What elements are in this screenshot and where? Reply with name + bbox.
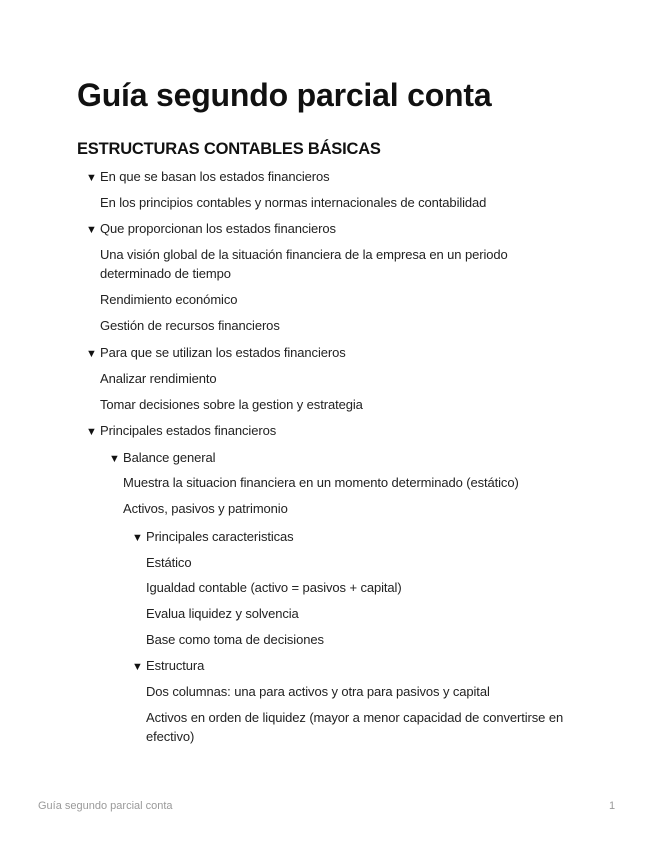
list-item: Analizar rendimiento: [100, 371, 217, 386]
section-heading: ESTRUCTURAS CONTABLES BÁSICAS: [77, 140, 381, 158]
triangle-down-icon[interactable]: ▼: [132, 532, 143, 544]
list-item: Muestra la situacion financiera en un momento determinado (estático): [123, 475, 519, 490]
toggle-label: Balance general: [123, 450, 216, 465]
triangle-down-icon[interactable]: ▼: [86, 426, 97, 438]
toggle-principales-estados[interactable]: [86, 421, 276, 442]
list-item: Dos columnas: una para activos y otra para pasivos y capital: [146, 684, 490, 699]
triangle-down-icon[interactable]: ▼: [86, 224, 97, 236]
triangle-down-icon[interactable]: ▼: [86, 172, 97, 184]
list-item: Rendimiento económico: [100, 292, 238, 307]
toggle-que-proporcionan[interactable]: [86, 219, 336, 240]
list-item: Activos, pasivos y patrimonio: [123, 501, 288, 516]
footer-title: Guía segundo parcial conta: [38, 800, 173, 812]
toggle-label: Estructura: [146, 658, 205, 673]
list-item: Tomar decisiones sobre la gestion y estrategia: [100, 397, 363, 412]
list-item: Activos en orden de liquidez (mayor a menor capacidad de convertirse en efectivo): [146, 710, 564, 744]
toggle-en-que-se-basan[interactable]: [86, 167, 330, 188]
page-title: Guía segundo parcial conta: [77, 77, 492, 113]
list-item: Gestión de recursos financieros: [100, 318, 280, 333]
page-number: 1: [609, 800, 616, 812]
list-item: Evalua liquidez y solvencia: [146, 606, 299, 621]
triangle-down-icon[interactable]: ▼: [109, 453, 120, 465]
toggle-label: Principales estados financieros: [100, 423, 277, 438]
toggle-principales-caracteristicas[interactable]: [132, 527, 294, 548]
toggle-estructura[interactable]: [132, 656, 204, 677]
list-item: Una visión global de la situación financiera de la empresa en un periodo determinado de tiempo: [100, 247, 508, 281]
toggle-label: Principales caracteristicas: [146, 529, 294, 544]
toggle-label: Para que se utilizan los estados financieros: [100, 345, 346, 360]
toggle-label: En que se basan los estados financieros: [100, 169, 330, 184]
list-item: Igualdad contable (activo = pasivos + capital): [146, 580, 402, 595]
list-item: En los principios contables y normas internacionales de contabilidad: [100, 195, 487, 210]
toggle-balance-general[interactable]: [109, 448, 215, 469]
triangle-down-icon[interactable]: ▼: [86, 348, 97, 360]
toggle-label: Que proporcionan los estados financieros: [100, 221, 336, 236]
toggle-para-que-se-utilizan[interactable]: [86, 343, 346, 364]
triangle-down-icon[interactable]: ▼: [132, 661, 143, 673]
list-item: Base como toma de decisiones: [146, 632, 324, 647]
list-item: Estático: [146, 555, 192, 570]
